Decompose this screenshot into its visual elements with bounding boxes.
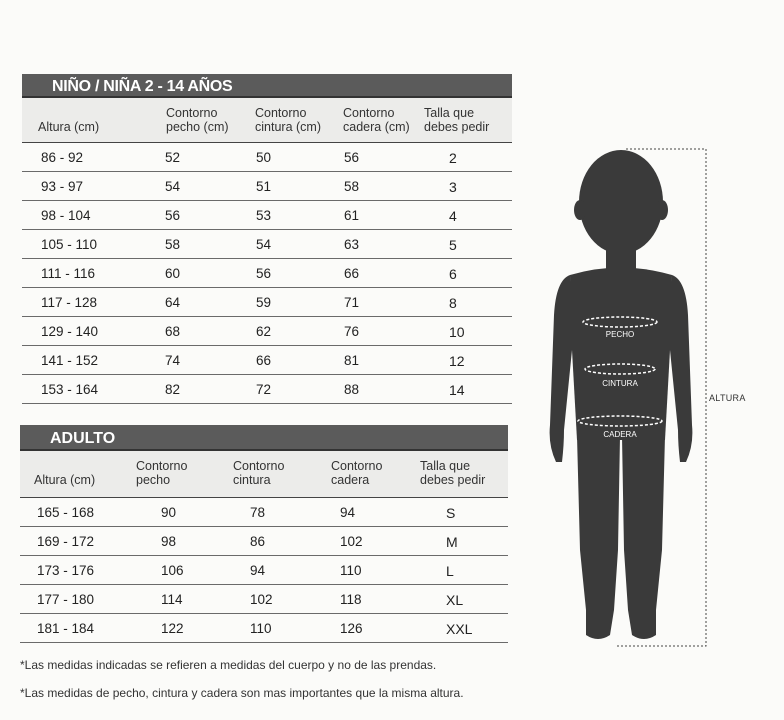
cell-size: S <box>446 505 456 521</box>
cell-size: 6 <box>449 266 457 282</box>
adult-header-chest: Contorno pecho <box>136 459 188 487</box>
cell-hip: 58 <box>344 179 360 194</box>
cell-waist: 54 <box>256 237 272 252</box>
cell-chest: 54 <box>165 179 181 194</box>
kids-header-height: Altura (cm) <box>38 120 100 134</box>
cell-size: L <box>446 563 454 579</box>
table-row <box>22 288 512 317</box>
adult-table-header <box>20 451 508 498</box>
cell-waist: 51 <box>256 179 272 194</box>
kids-table-header <box>22 98 512 143</box>
kids-header-hip: Contorno cadera (cm) <box>343 106 410 134</box>
adult-table-title: ADULTO <box>20 425 508 451</box>
cell-size: 14 <box>449 382 465 398</box>
cell-waist: 53 <box>256 208 272 223</box>
cell-chest: 64 <box>165 295 181 310</box>
hip-label: CADERA <box>603 430 637 439</box>
cell-height: 93 - 97 <box>41 179 84 194</box>
cell-waist: 86 <box>250 534 266 549</box>
table-row <box>22 201 512 230</box>
cell-waist: 72 <box>256 382 272 397</box>
cell-hip: 118 <box>340 592 362 607</box>
table-row <box>20 556 508 585</box>
cell-hip: 56 <box>344 150 360 165</box>
cell-waist: 59 <box>256 295 272 310</box>
footnote-priority-measurements: *Las medidas de pecho, cintura y cadera son mas importantes que la misma altura. <box>20 686 464 700</box>
cell-hip: 61 <box>344 208 360 223</box>
chest-label: PECHO <box>605 330 635 339</box>
kids-header-size: Talla que debes pedir <box>424 106 490 134</box>
cell-height: 105 - 110 <box>41 237 98 252</box>
cell-chest: 56 <box>165 208 181 223</box>
table-row <box>22 172 512 201</box>
cell-chest: 74 <box>165 353 181 368</box>
cell-hip: 81 <box>344 353 360 368</box>
cell-size: XXL <box>446 621 473 637</box>
adult-header-waist: Contorno cintura <box>233 459 285 487</box>
cell-height: 181 - 184 <box>37 621 95 636</box>
cell-hip: 66 <box>344 266 360 281</box>
kids-header-chest: Contorno pecho (cm) <box>166 106 229 134</box>
cell-height: 177 - 180 <box>37 592 95 607</box>
table-row <box>22 317 512 346</box>
cell-size: 5 <box>449 237 457 253</box>
cell-height: 141 - 152 <box>41 353 99 368</box>
cell-chest: 60 <box>165 266 181 281</box>
table-row <box>22 259 512 288</box>
cell-size: 12 <box>449 353 465 369</box>
cell-hip: 71 <box>344 295 360 310</box>
cell-hip: 63 <box>344 237 360 252</box>
cell-height: 165 - 168 <box>37 505 95 520</box>
waist-label: CINTURA <box>602 379 638 388</box>
cell-chest: 122 <box>161 621 184 636</box>
cell-waist: 110 <box>250 621 272 636</box>
adult-header-hip: Contorno cadera <box>331 459 383 487</box>
cell-size: 3 <box>449 179 457 195</box>
adult-size-table <box>20 425 508 643</box>
footnote-body-measurements: *Las medidas indicadas se refieren a medidas del cuerpo y no de las prendas. <box>20 658 437 672</box>
table-row <box>22 230 512 259</box>
cell-size: 2 <box>449 150 457 166</box>
cell-size: 4 <box>449 208 457 224</box>
table-row <box>20 614 508 643</box>
cell-waist: 102 <box>250 592 273 607</box>
cell-chest: 90 <box>161 505 177 520</box>
cell-height: 153 - 164 <box>41 382 99 397</box>
cell-height: 98 - 104 <box>41 208 91 223</box>
cell-chest: 82 <box>165 382 181 397</box>
cell-hip: 88 <box>344 382 360 397</box>
cell-size: M <box>446 534 458 550</box>
cell-hip: 76 <box>344 324 360 339</box>
cell-hip: 110 <box>340 563 362 578</box>
cell-height: 117 - 128 <box>41 295 98 310</box>
cell-height: 173 - 176 <box>37 563 95 578</box>
cell-chest: 114 <box>161 592 183 607</box>
table-row <box>22 143 512 172</box>
cell-waist: 78 <box>250 505 266 520</box>
table-row <box>22 346 512 375</box>
table-row <box>22 375 512 404</box>
cell-waist: 50 <box>256 150 272 165</box>
cell-height: 86 - 92 <box>41 150 84 165</box>
adult-header-size: Talla que debes pedir <box>420 459 486 487</box>
cell-chest: 58 <box>165 237 181 252</box>
cell-waist: 66 <box>256 353 272 368</box>
silhouette-body <box>550 150 693 639</box>
adult-header-height: Altura (cm) <box>34 473 96 487</box>
cell-height: 129 - 140 <box>41 324 99 339</box>
cell-chest: 52 <box>165 150 181 165</box>
footnotes <box>20 657 580 713</box>
cell-size: 8 <box>449 295 457 311</box>
cell-size: XL <box>446 592 464 608</box>
kids-size-table <box>22 74 512 404</box>
cell-waist: 94 <box>250 563 266 578</box>
cell-hip: 94 <box>340 505 356 520</box>
kids-table-body <box>22 143 512 404</box>
kids-table-title: NIÑO / NIÑA 2 - 14 AÑOS <box>22 74 512 98</box>
cell-chest: 68 <box>165 324 181 339</box>
table-row <box>20 527 508 556</box>
cell-chest: 106 <box>161 563 184 578</box>
height-label: ALTURA <box>709 393 746 403</box>
cell-height: 169 - 172 <box>37 534 95 549</box>
kids-header-waist: Contorno cintura (cm) <box>255 106 321 134</box>
table-row <box>20 585 508 614</box>
cell-waist: 62 <box>256 324 272 339</box>
cell-hip: 126 <box>340 621 363 636</box>
cell-height: 111 - 116 <box>41 266 96 281</box>
cell-chest: 98 <box>161 534 177 549</box>
cell-waist: 56 <box>256 266 272 281</box>
cell-hip: 102 <box>340 534 363 549</box>
cell-size: 10 <box>449 324 465 340</box>
table-row <box>20 498 508 527</box>
adult-table-body <box>20 498 508 643</box>
